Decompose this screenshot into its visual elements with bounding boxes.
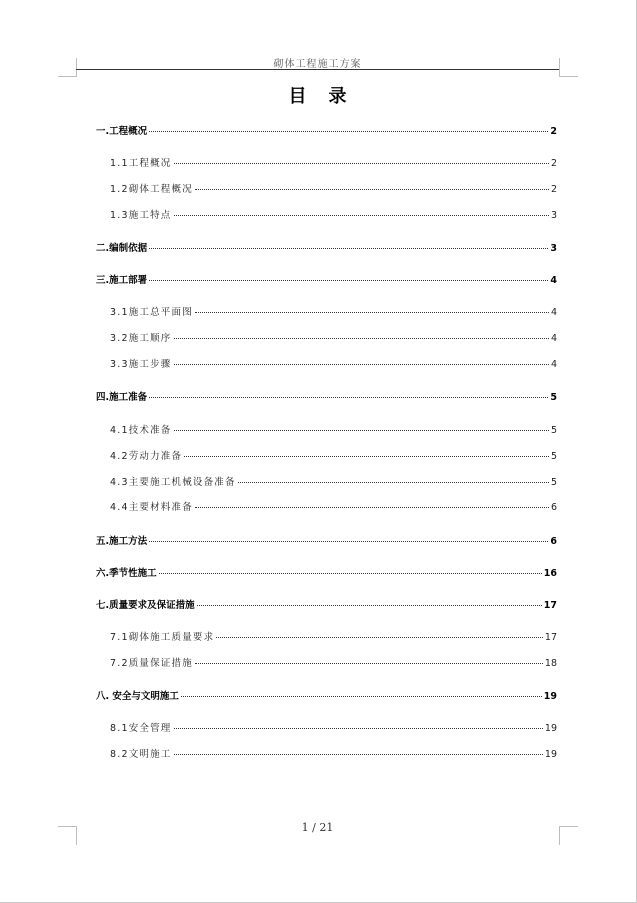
page-header: 砌体工程施工方案 <box>273 59 362 70</box>
toc-entry-page: 3 <box>550 243 557 254</box>
toc-entry[interactable] <box>110 210 557 222</box>
toc-leader-dots <box>195 663 543 664</box>
toc-entry-label: 8.1安全管理 <box>110 723 172 734</box>
toc-entry[interactable] <box>110 158 557 170</box>
header-divider <box>76 69 559 70</box>
toc-leader-dots <box>238 482 549 483</box>
toc-entry-page: 3 <box>550 210 557 221</box>
toc-entry[interactable] <box>110 451 557 463</box>
toc-leader-dots <box>195 312 549 313</box>
toc-leader-dots <box>174 430 549 431</box>
toc-entry[interactable] <box>110 502 557 514</box>
toc-entry-label: 4.1技术准备 <box>110 425 172 436</box>
toc-entry-page: 4 <box>550 275 557 286</box>
toc-entry-page: 19 <box>543 691 557 702</box>
toc-entry-label: 7.1砌体施工质量要求 <box>110 632 215 643</box>
page-number-indicator: 1 / 21 <box>301 821 334 834</box>
toc-leader-dots <box>174 364 549 365</box>
toc-entry-page: 17 <box>544 632 557 643</box>
toc-entry-page: 5 <box>550 451 557 462</box>
toc-entry-label: 1.1工程概况 <box>110 158 172 169</box>
toc-entry-page: 4 <box>550 307 557 318</box>
toc-leader-dots <box>149 541 548 542</box>
toc-leader-dots <box>197 605 542 606</box>
toc-entry-label: 二.编制依据 <box>96 243 148 254</box>
toc-leader-dots <box>149 131 548 132</box>
toc-entry-page: 2 <box>550 184 557 195</box>
toc-entry[interactable] <box>96 392 557 404</box>
toc-entry[interactable] <box>110 658 557 670</box>
toc-entry-page: 16 <box>543 568 557 579</box>
crop-mark-bottom-left <box>58 826 77 845</box>
toc-entry[interactable] <box>96 691 557 703</box>
toc-entry[interactable] <box>96 275 557 287</box>
toc-entry[interactable] <box>110 477 557 489</box>
toc-entry-label: 4.2劳动力准备 <box>110 451 183 462</box>
toc-leader-dots <box>174 754 543 755</box>
toc-entry-page: 2 <box>550 126 557 137</box>
toc-entry[interactable] <box>110 425 557 437</box>
toc-leader-dots <box>181 696 542 697</box>
toc-entry[interactable] <box>110 359 557 371</box>
toc-entry-label: 1.2砌体工程概况 <box>110 184 193 195</box>
toc-leader-dots <box>174 728 543 729</box>
toc-entry-page: 19 <box>544 749 557 760</box>
toc-entry-label: 一.工程概况 <box>96 126 148 137</box>
crop-mark-top-left <box>58 58 77 77</box>
toc-entry-page: 18 <box>544 658 557 669</box>
toc-entry-page: 6 <box>550 536 557 547</box>
toc-entry[interactable] <box>110 307 557 319</box>
toc-entry-label: 三.施工部署 <box>96 275 148 286</box>
toc-title: 目录 <box>288 86 369 107</box>
toc-entry[interactable] <box>96 536 557 548</box>
toc-entry-label: 8.2文明施工 <box>110 749 172 760</box>
toc-entry[interactable] <box>96 243 557 255</box>
toc-entry-label: 3.2施工顺序 <box>110 333 172 344</box>
toc-leader-dots <box>184 456 549 457</box>
toc-entry[interactable] <box>96 568 557 580</box>
toc-entry-page: 2 <box>550 158 557 169</box>
toc-leader-dots <box>174 163 549 164</box>
toc-entry-label: 3.1施工总平面图 <box>110 307 193 318</box>
toc-entry-label: 六.季节性施工 <box>96 568 157 579</box>
toc-entry-label: 八. 安全与文明施工 <box>96 691 179 702</box>
toc-leader-dots <box>149 280 548 281</box>
crop-mark-bottom-right <box>559 826 578 845</box>
toc-leader-dots <box>159 573 542 574</box>
toc-leader-dots <box>195 189 549 190</box>
toc-entry-label: 七.质量要求及保证措施 <box>96 600 195 611</box>
toc-leader-dots <box>195 507 549 508</box>
toc-entry-page: 19 <box>544 723 557 734</box>
toc-entry[interactable] <box>110 723 557 735</box>
toc-entry-label: 3.3施工步骤 <box>110 359 172 370</box>
toc-leader-dots <box>174 215 549 216</box>
toc-entry-label: 4.3主要施工机械设备准备 <box>110 477 236 488</box>
toc-entry[interactable] <box>110 632 557 644</box>
crop-mark-top-right <box>559 58 578 77</box>
toc-entry-page: 6 <box>550 502 557 513</box>
toc-entry-page: 5 <box>550 477 557 488</box>
toc-entry-page: 4 <box>550 359 557 370</box>
toc-entry-page: 4 <box>550 333 557 344</box>
toc-leader-dots <box>216 637 543 638</box>
toc-entry-page: 17 <box>543 600 557 611</box>
toc-entry-label: 4.4主要材料准备 <box>110 502 193 513</box>
toc-entry[interactable] <box>96 600 557 612</box>
toc-entry[interactable] <box>110 184 557 196</box>
toc-leader-dots <box>149 248 548 249</box>
toc-entry-label: 7.2质量保证措施 <box>110 658 193 669</box>
toc-entry[interactable] <box>110 333 557 345</box>
toc-entry-label: 1.3施工特点 <box>110 210 172 221</box>
toc-entry[interactable] <box>96 126 557 138</box>
toc-entry-label: 五.施工方法 <box>96 536 148 547</box>
toc-leader-dots <box>174 338 549 339</box>
toc-entry-page: 5 <box>550 425 557 436</box>
toc-leader-dots <box>149 397 548 398</box>
toc-entry-label: 四.施工准备 <box>96 392 148 403</box>
toc-entry-page: 5 <box>550 392 557 403</box>
toc-entry[interactable] <box>110 749 557 761</box>
